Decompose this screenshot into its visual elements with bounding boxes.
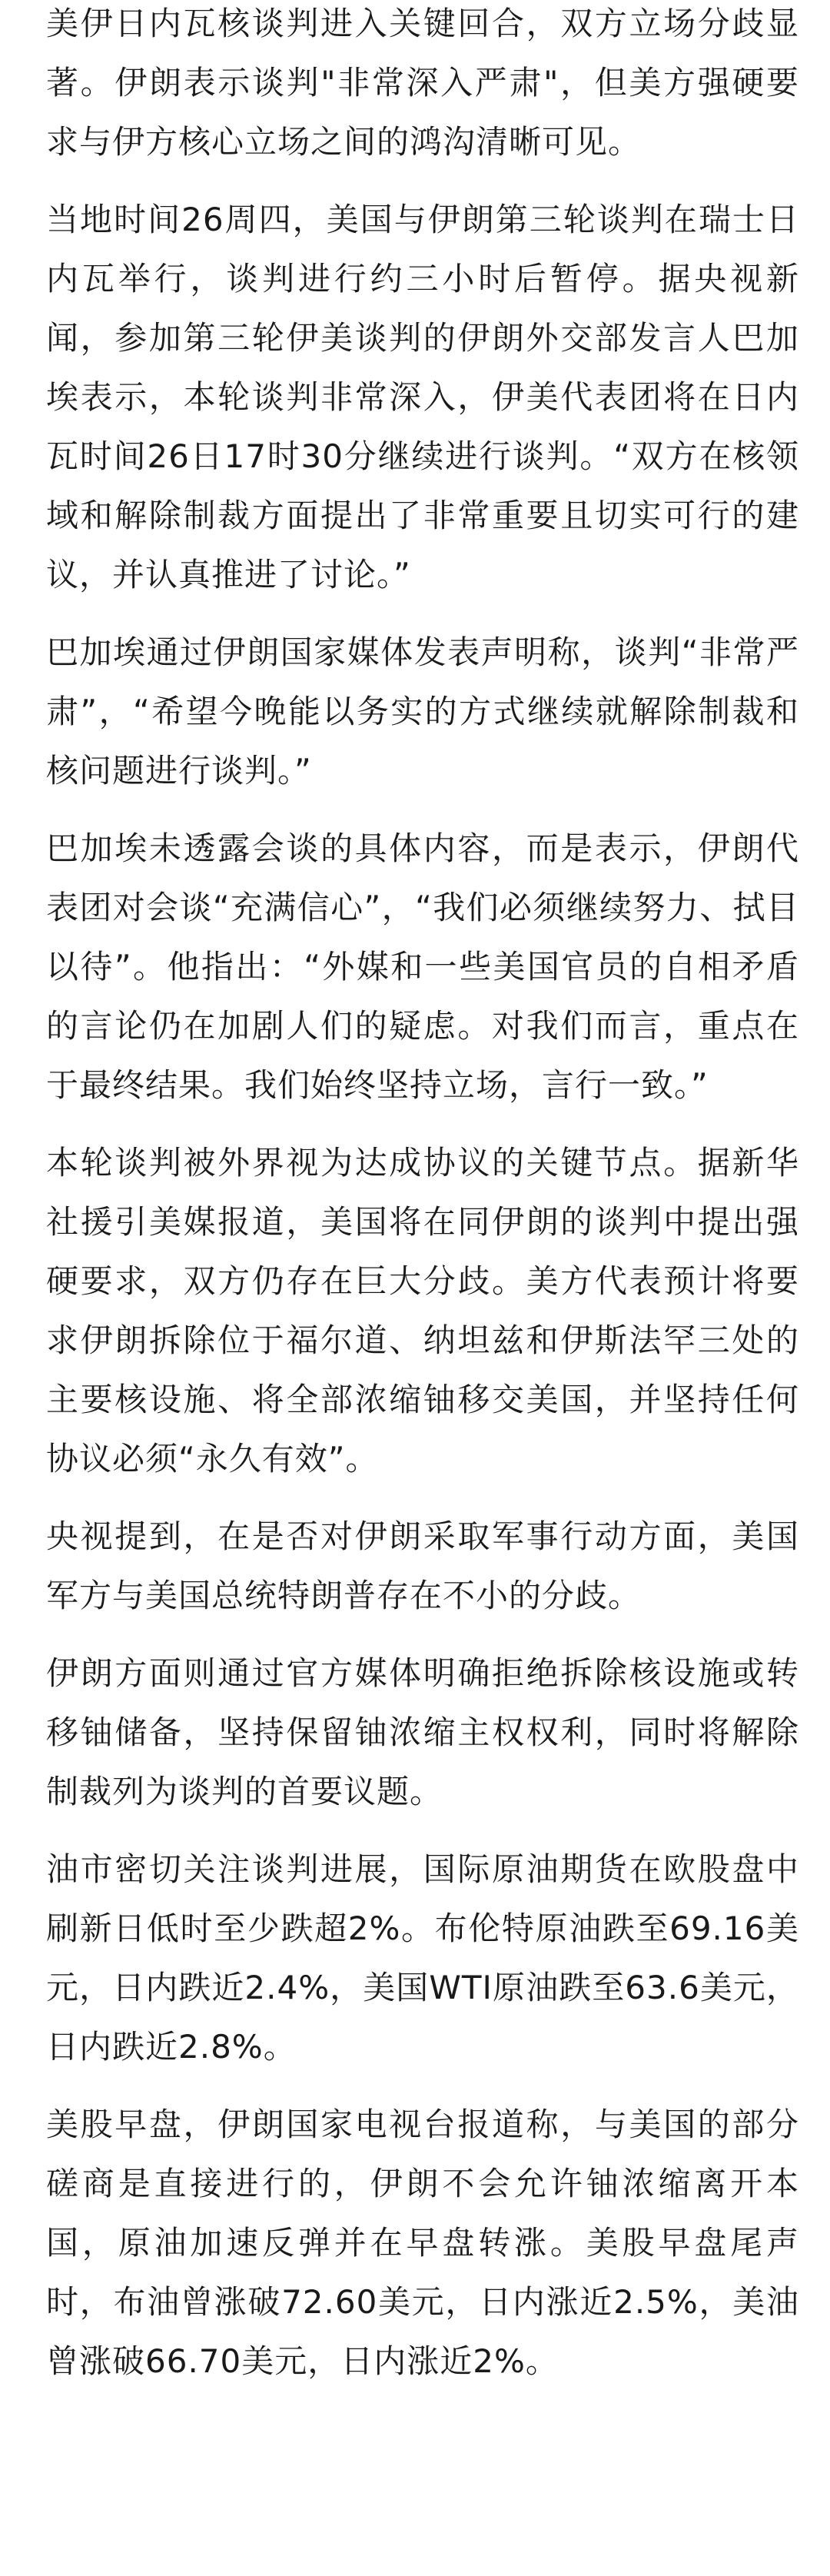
paragraph-baghaei-statement: 巴加埃通过伊朗国家媒体发表声明称，谈判“非常严肃”，“希望今晚能以务实的方式继续就解除制裁和核问题进行谈判。” xyxy=(46,633,799,789)
paragraph-us-demands: 本轮谈判被外界视为达成协议的关键节点。据新华社援引美媒报道，美国将在同伊朗的谈判中提出强硬要求，双方仍存在巨大分歧。美方代表预计将要求伊朗拆除位于福尔道、纳坦兹和伊斯法罕三处的主要核设施、将全部浓缩铀移交美国，并坚持任何协议必须“永久有效”。 xyxy=(46,1144,799,1477)
paragraph-third-round-talks: 当地时间26周四，美国与伊朗第三轮谈判在瑞士日内瓦举行，谈判进行约三小时后暂停。据央视新闻，参加第三轮伊美谈判的伊朗外交部发言人巴加埃表示，本轮谈判非常深入，伊美代表团将在日内瓦时间26日17时30分继续进行谈判。“双方在核领域和解除制裁方面提出了非常重要且切实可行的建议，并认真推进了讨论。” xyxy=(46,201,799,593)
paragraph-baghaei-confidence: 巴加埃未透露会谈的具体内容，而是表示，伊朗代表团对会谈“充满信心”，“我们必须继续努力、拭目以待”。他指出：“外媒和一些美国官员的自相矛盾的言论仍在加剧人们的疑虑。对我们而言，重点在于最终结果。我们始终坚持立场，言行一致。” xyxy=(46,829,799,1104)
paragraph-oil-market-rebound: 美股早盘，伊朗国家电视台报道称，与美国的部分磋商是直接进行的，伊朗不会允许铀浓缩离开本国，原油加速反弹并在早盘转涨。美股早盘尾声时，布油曾涨破72.60美元，日内涨近2.5%，美油曾涨破66.70美元，日内涨近2%。 xyxy=(46,2106,799,2380)
paragraph-summary: 美伊日内瓦核谈判进入关键回合，双方立场分歧显著。伊朗表示谈判"非常深入严肃"，但美方强硬要求与伊方核心立场之间的鸿沟清晰可见。 xyxy=(46,5,799,161)
paragraph-military-divergence: 央视提到，在是否对伊朗采取军事行动方面，美国军方与美国总统特朗普存在不小的分歧。 xyxy=(46,1517,799,1614)
paragraph-iran-position: 伊朗方面则通过官方媒体明确拒绝拆除核设施或转移铀储备，坚持保留铀浓缩主权权利，同时将解除制裁列为谈判的首要议题。 xyxy=(46,1654,799,1810)
paragraph-oil-market-drop: 油市密切关注谈判进展，国际原油期货在欧股盘中刷新日低时至少跌超2%。布伦特原油跌至69.16美元，日内跌近2.4%，美国WTI原油跌至63.6美元，日内跌近2.8%。 xyxy=(46,1850,799,2066)
